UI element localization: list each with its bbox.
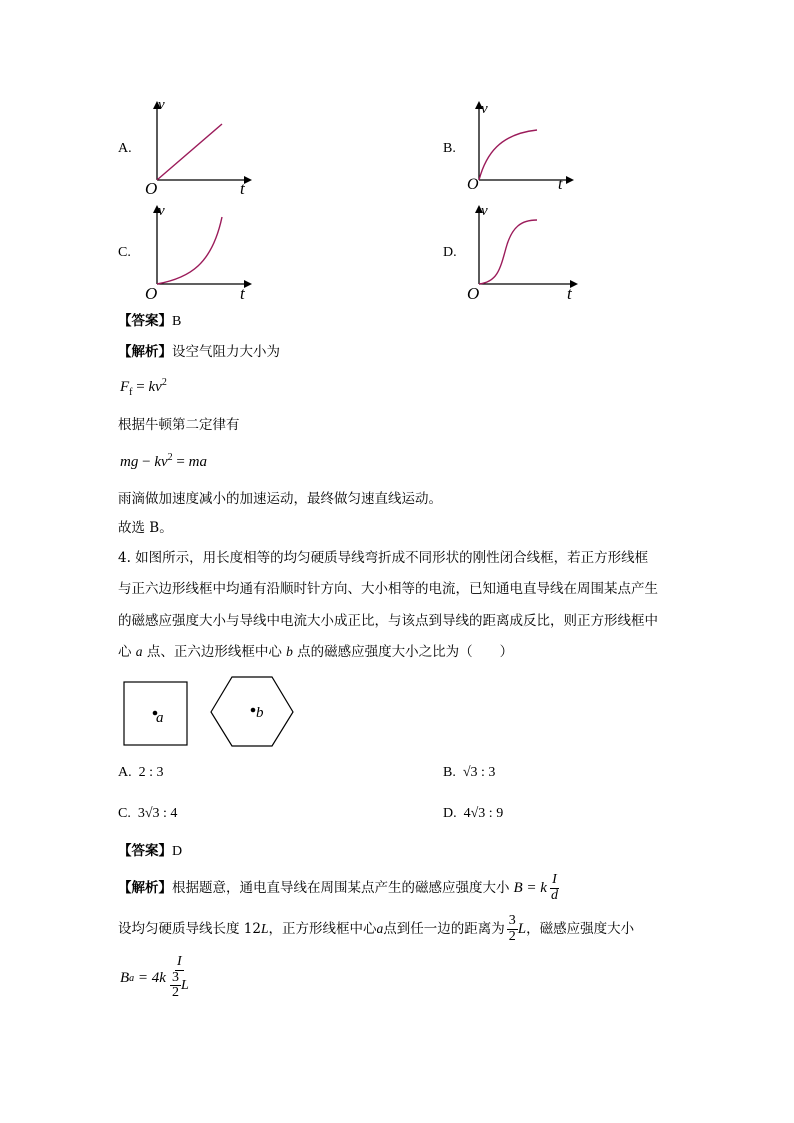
q4-option-c: C. 3√3 : 4 xyxy=(118,806,178,821)
graph-a-o: O xyxy=(145,179,158,198)
answer-label: 【答案】 xyxy=(118,313,172,329)
equation-ba: B a = 4k I $\frac{3}{2}$ L xyxy=(120,954,189,1001)
curve-d xyxy=(479,220,537,284)
q4-stem-4: 心 a 点、正六边形线框中心 b 点的磁感应强度大小之比为（ ） xyxy=(118,644,514,660)
q4-analysis: 【解析】 根据题意，通电直导线在周围某点产生的磁感应强度大小 B = k $\frac{I}{d}$ xyxy=(118,871,558,903)
ba-frac: I $\frac{3}{2}$ L xyxy=(171,954,189,1001)
equation-drag: $F_f = kv^2$ xyxy=(120,377,167,398)
graph-c-t: t xyxy=(240,284,245,303)
q4-figure xyxy=(118,676,308,752)
graph-d-t: t xyxy=(567,284,572,303)
point-b xyxy=(251,708,256,713)
graph-a-v: v xyxy=(158,97,165,113)
q3-line3: 雨滴做加速度减小的加速运动，最终做匀速直线运动。 xyxy=(118,491,442,507)
q3-analysis xyxy=(118,344,280,360)
graph-b-label: B. xyxy=(443,141,456,156)
graph-d-v: v xyxy=(481,203,488,219)
q4-stem-1: 4. 如图所示，用长度相等的均匀硬质导线弯折成不同形状的刚性闭合线框，若正方形线框 xyxy=(118,550,649,566)
q4-option-d: D. 4√3 : 9 xyxy=(443,806,504,821)
formula-frac: $\frac{I}{d}$ xyxy=(550,871,558,903)
x-arrow xyxy=(566,176,574,184)
curve-b xyxy=(479,130,537,180)
graph-b xyxy=(462,96,582,194)
label-a: a xyxy=(156,710,164,726)
curve-c xyxy=(157,217,222,284)
x-arrow xyxy=(244,176,252,184)
analysis-label: 【解析】 xyxy=(118,344,172,360)
q3-answer xyxy=(118,313,181,331)
q3-line4: 故选 B。 xyxy=(118,520,173,536)
q4-option-b: B. √3 : 3 xyxy=(443,765,496,780)
q4-stem-2: 与正六边形线框中均通有沿顺时针方向、大小相等的电流，已知通电直导线在周围某点产生 xyxy=(118,581,658,597)
x-arrow xyxy=(244,280,252,288)
graph-d-label: D. xyxy=(443,245,457,260)
answer-value: B xyxy=(172,314,182,329)
analysis-text: 设空气阻力大小为 xyxy=(172,344,280,360)
graph-c-o: O xyxy=(145,284,158,303)
formula-b: B = k xyxy=(513,880,547,896)
graph-d-o: O xyxy=(467,284,480,303)
equation-newton: mg − $kv^2$ = ma xyxy=(120,452,207,470)
q4-answer: 【答案】D xyxy=(118,843,183,859)
graph-a-t: t xyxy=(240,179,245,198)
label-b: b xyxy=(256,705,264,721)
graph-c-v: v xyxy=(158,203,165,219)
graph-a-label: A. xyxy=(118,141,132,156)
frac-3-2: $\frac{3}{2}$ xyxy=(508,912,516,944)
q3-line2: 根据牛顿第二定律有 xyxy=(118,417,240,433)
graph-b-v: v xyxy=(481,101,488,117)
q4-line2: 设均匀硬质导线长度 12 L ，正方形线框中心 a 点到任一边的距离为 $\frac{3}{2}$ L ，磁感应强度大小 xyxy=(118,912,635,944)
graph-b-o: O xyxy=(467,176,479,193)
q4-stem-3: 的磁感应强度大小与导线中电流大小成正比，与该点到导线的距离成反比，则正方形线框中 xyxy=(118,613,658,629)
graph-c-label: C. xyxy=(118,245,131,260)
graph-b-t: t xyxy=(558,176,563,193)
q4-option-a: A. 2 : 3 xyxy=(118,765,164,780)
curve-a xyxy=(157,124,222,180)
